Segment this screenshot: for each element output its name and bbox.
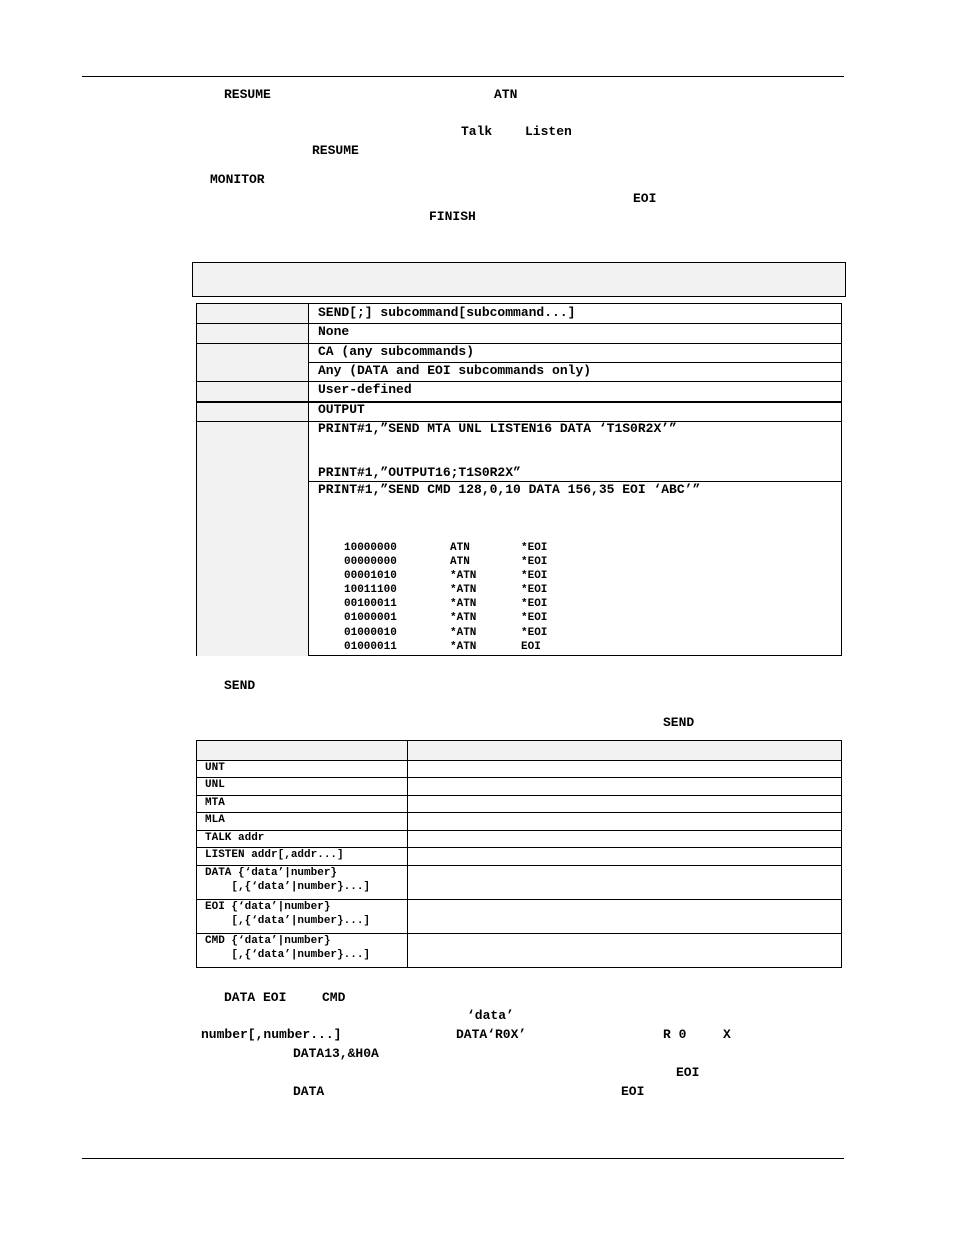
bus-bits: 01000010 bbox=[344, 627, 397, 639]
intro-atn-1: ATN bbox=[494, 87, 518, 102]
subcommand-cell: UNL bbox=[205, 779, 225, 791]
bus-bits: 00000000 bbox=[344, 556, 397, 568]
bus-eoi: *EOI bbox=[521, 570, 548, 582]
bus-bits: 01000011 bbox=[344, 641, 397, 653]
intro-resume-1: RESUME bbox=[224, 87, 271, 102]
subcommand-cell: UNT bbox=[205, 762, 225, 774]
bottom-data-quoted: ‘data’ bbox=[467, 1008, 514, 1023]
response-value: None bbox=[318, 324, 350, 339]
syntax-value: SEND[;] subcommand[subcommand...] bbox=[318, 305, 576, 320]
middle-send-1: SEND bbox=[224, 678, 256, 693]
label-cell-bus-states bbox=[197, 344, 309, 381]
bus-eoi: *EOI bbox=[521, 598, 548, 610]
bottom-eoi-3: EOI bbox=[621, 1084, 645, 1099]
example-1-line-2: PRINT#1,”OUTPUT16;T1S0R2X” bbox=[318, 465, 521, 480]
terminator-value: User-defined bbox=[318, 382, 412, 397]
bottom-data-2: DATA bbox=[293, 1084, 325, 1099]
command-header-box bbox=[192, 262, 846, 297]
bus-eoi: *EOI bbox=[521, 612, 548, 624]
example-2: PRINT#1,”SEND CMD 128,0,10 DATA 156,35 EOI ‘ABC’” bbox=[318, 482, 701, 497]
intro-talk: Talk bbox=[461, 124, 493, 139]
bus-atn: *ATN bbox=[450, 641, 477, 653]
bottom-data-eoi: DATA EOI bbox=[224, 990, 287, 1005]
bottom-data-r0x: DATA‘R0X’ bbox=[456, 1027, 527, 1042]
bus-atn: *ATN bbox=[450, 598, 477, 610]
syntax-table bbox=[196, 303, 842, 656]
bus-eoi: *EOI bbox=[521, 542, 548, 554]
subcommand-cell: LISTEN addr[,addr...] bbox=[205, 849, 344, 861]
row-divider bbox=[197, 812, 841, 813]
subcommand-cell-cont: [,{‘data’|number}...] bbox=[205, 949, 371, 961]
bottom-r0: R 0 bbox=[663, 1027, 687, 1042]
row-divider bbox=[197, 760, 841, 761]
bus-state-value-1: CA (any subcommands) bbox=[318, 344, 475, 359]
top-rule bbox=[82, 76, 844, 77]
intro-eoi: EOI bbox=[633, 191, 657, 206]
subcommand-cell-cont: [,{‘data’|number}...] bbox=[205, 915, 371, 927]
middle-send-2: SEND bbox=[663, 715, 695, 730]
label-cell-terminator bbox=[197, 382, 309, 401]
bus-bits: 00100011 bbox=[344, 598, 397, 610]
bottom-cmd: CMD bbox=[322, 990, 346, 1005]
label-cell-response bbox=[197, 324, 309, 343]
bus-atn: ATN bbox=[450, 556, 470, 568]
see-also-value: OUTPUT bbox=[318, 402, 365, 417]
subcommand-cell: MTA bbox=[205, 797, 225, 809]
bus-state-value-2: Any (DATA and EOI subcommands only) bbox=[318, 363, 592, 378]
row-divider bbox=[197, 343, 841, 344]
bus-atn: *ATN bbox=[450, 570, 477, 582]
bus-bits: 10000000 bbox=[344, 542, 397, 554]
label-cell-examples bbox=[197, 422, 309, 656]
intro-monitor: MONITOR bbox=[210, 172, 265, 187]
subcommand-cell: TALK addr bbox=[205, 832, 265, 844]
bus-atn: ATN bbox=[450, 542, 470, 554]
bus-eoi: *EOI bbox=[521, 556, 548, 568]
subcommand-cell: CMD {‘data’|number} bbox=[205, 935, 331, 947]
example-1-line-1: PRINT#1,”SEND MTA UNL LISTEN16 DATA ‘T1S0R2X’” bbox=[318, 421, 677, 436]
row-divider bbox=[197, 795, 841, 796]
intro-resume-2: RESUME bbox=[312, 143, 359, 158]
bus-atn: *ATN bbox=[450, 627, 477, 639]
bottom-x: X bbox=[723, 1027, 731, 1042]
row-divider bbox=[197, 777, 841, 778]
bottom-rule bbox=[82, 1158, 844, 1159]
intro-listen: Listen bbox=[525, 124, 572, 139]
bus-bits: 01000001 bbox=[344, 612, 397, 624]
bus-eoi: *EOI bbox=[521, 627, 548, 639]
bus-bits: 10011100 bbox=[344, 584, 397, 596]
subcommand-table bbox=[196, 740, 842, 968]
subcommand-cell: EOI {‘data’|number} bbox=[205, 901, 331, 913]
bottom-number-list: number[,number...] bbox=[201, 1027, 342, 1042]
bus-eoi: *EOI bbox=[521, 584, 548, 596]
intro-finish: FINISH bbox=[429, 209, 476, 224]
row-divider bbox=[197, 401, 841, 403]
subcommand-cell-cont: [,{‘data’|number}...] bbox=[205, 881, 371, 893]
row-divider bbox=[197, 323, 841, 324]
label-cell-see-also bbox=[197, 402, 309, 421]
row-divider bbox=[197, 381, 841, 382]
bus-bits: 00001010 bbox=[344, 570, 397, 582]
row-divider bbox=[197, 830, 841, 831]
bus-atn: *ATN bbox=[450, 612, 477, 624]
subcommand-table-header bbox=[197, 741, 841, 760]
bottom-eoi-2: EOI bbox=[676, 1065, 700, 1080]
label-cell-syntax bbox=[197, 304, 309, 323]
bus-eoi: EOI bbox=[521, 641, 541, 653]
bottom-data13: DATA13,&H0A bbox=[293, 1046, 379, 1061]
subcommand-cell: MLA bbox=[205, 814, 225, 826]
subcommand-cell: DATA {‘data’|number} bbox=[205, 867, 338, 879]
bus-atn: *ATN bbox=[450, 584, 477, 596]
